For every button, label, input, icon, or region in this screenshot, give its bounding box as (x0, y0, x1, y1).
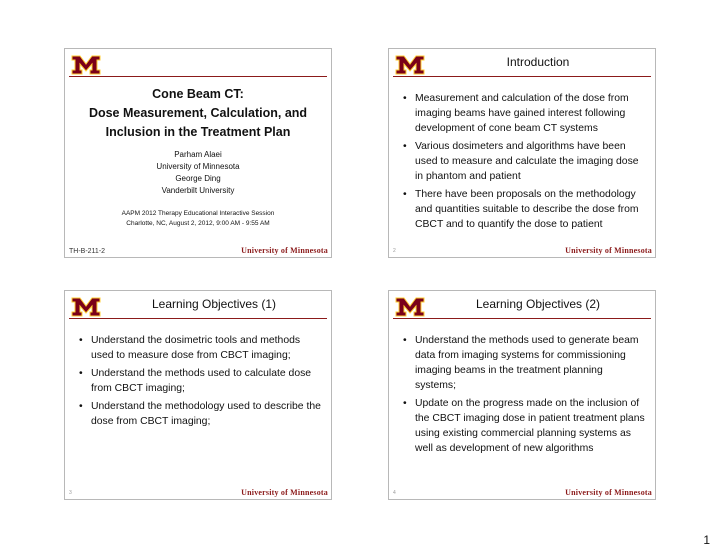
slide-4 (388, 290, 656, 500)
list-item: • Understand the methods used to generate beam data from imaging systems for commissioning imaging beams in the treatment planning systems; (401, 333, 645, 393)
header-rule (69, 76, 327, 77)
bullet-list (401, 91, 645, 235)
header-rule (393, 318, 651, 319)
list-item: • Understand the dosimetric tools and methods used to measure dose from CBCT imaging; (77, 333, 321, 363)
presentation-title: Cone Beam CT: Dose Measurement, Calculation, and Inclusion in the Treatment Plan (88, 87, 308, 139)
list-item: • Measurement and calculation of the dose from imaging beams have gained interest following development of cone beam CT systems (401, 91, 645, 136)
list-item: • Various dosimeters and algorithms have been used to measure and calculate the imaging dose in phantom and patient (401, 139, 645, 184)
slide-2 (388, 48, 656, 258)
authors: Parham Alaei University of Minnesota George Ding Vanderbilt University (156, 150, 240, 195)
footer-brand: University of Minnesota (565, 246, 652, 255)
list-item: • There have been proposals on the methodology and quantities suitable to describe the dose from CBCT and to quantify the dose to patient (401, 187, 645, 232)
university-m-logo-icon (71, 55, 101, 75)
session-code: TH-B-211-2 (69, 248, 106, 255)
slide-1 (64, 48, 332, 258)
slide-number: 4 (393, 490, 396, 496)
list-item: • Understand the methods used to calculate dose from CBCT imaging; (77, 366, 321, 396)
university-m-logo-icon (395, 297, 425, 317)
bullet-list (77, 333, 321, 432)
slide-number: 3 (69, 490, 72, 496)
slide-number: 2 (393, 248, 396, 254)
header-rule (69, 318, 327, 319)
university-m-logo-icon (71, 297, 101, 317)
slide-title: Learning Objectives (2) (475, 297, 601, 311)
conference-info: AAPM 2012 Therapy Educational Interactive Session Charlotte, NC, August 2, 2012, 9:00 AM - 9:55 AM (121, 210, 275, 227)
bullet-list (401, 333, 645, 459)
slide-3 (64, 290, 332, 500)
header-rule (393, 76, 651, 77)
page-number: 1 (703, 533, 710, 547)
footer-brand: University of Minnesota (241, 488, 328, 497)
footer-brand: University of Minnesota (565, 488, 652, 497)
university-m-logo-icon (395, 55, 425, 75)
list-item: • Update on the progress made on the inclusion of the CBCT imaging dose in patient treatment plans using existing commercial planning systems as well as development of new algorithms (401, 396, 645, 456)
footer-brand: University of Minnesota (241, 246, 328, 255)
slide-title: Introduction (506, 55, 570, 69)
slide-title: Learning Objectives (1) (151, 297, 277, 311)
list-item: • Understand the methodology used to describe the dose from CBCT imaging; (77, 399, 321, 429)
